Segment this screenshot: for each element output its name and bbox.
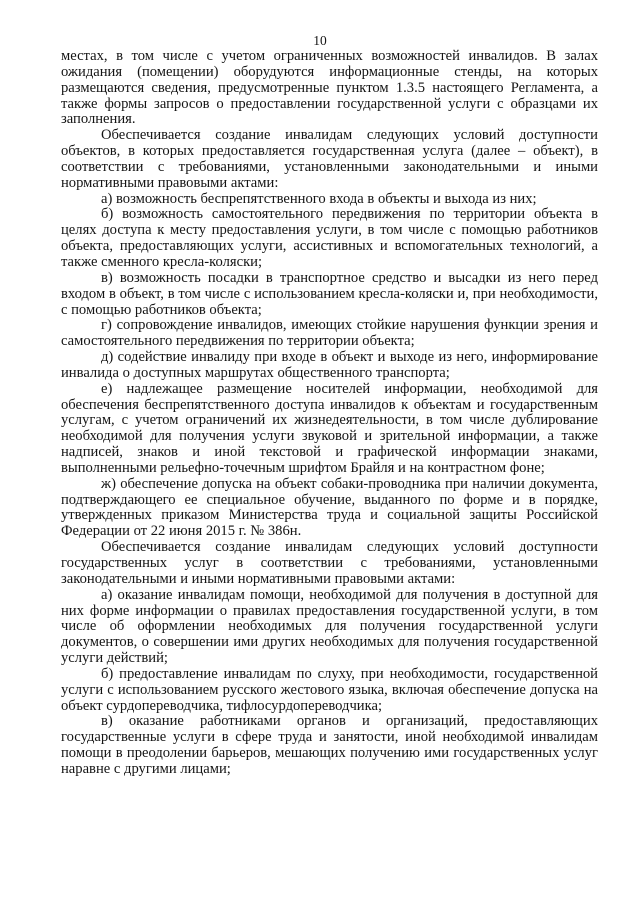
paragraph-continuation: местах, в том числе с учетом ограниченных возможностей инвалидов. В залах ожидания (помещении) оборудуются информационные стенды, на которых размещаются сведения, предусмотренные пунктом 1.3.5 настоящего Регламента, а также формы запросов о предоставлении государственной услуги с образцами их заполнения. xyxy=(61,48,598,128)
list-item-d: д) содействие инвалиду при входе в объект и выходе из него, информирование инвалида о доступных маршрутах общественного транспорта; xyxy=(61,349,598,381)
list-item-g: г) сопровождение инвалидов, имеющих стойкие нарушения функции зрения и самостоятельного передвижения по территории объекта; xyxy=(61,317,598,350)
paragraph-object-accessibility-intro: Обеспечивается создание инвалидам следующих условий доступности объектов, в которых предоставляется государственная услуга (далее – объект), в соответствии с требованиями, установленными законодательными и иными нормативными правовыми актами: xyxy=(61,127,598,191)
list-item-e: е) надлежащее размещение носителей информации, необходимой для обеспечения беспрепятственного доступа инвалидов к объектам и государственным услугам, с учетом ограничений их жизнедеятельности, в том числе дублирование необходимой для получения услуги звуковой и зрительной информации, а также надписей, знаков и иной текстовой и графической информации знаками, выполненными рельефно-точечным шрифтом Брайля и на контрастном фоне; xyxy=(61,380,598,476)
list-item-v: в) возможность посадки в транспортное средство и высадки из него перед входом в объект, в том числе с использованием кресла-коляски и, при необходимости, с помощью работников объекта; xyxy=(61,269,598,318)
list-item-v-2: в) оказание работниками органов и организаций, предоставляющих государственные услуги в сфере труда и занятости, иной необходимой инвалидам помощи в преодолении барьеров, мешающих получению ими государственных услуг наравне с другими лицами; xyxy=(61,713,598,777)
list-item-a-2: а) оказание инвалидам помощи, необходимой для получения в доступной для них форме информации о правилах предоставления государственной услуги, в том числе об оформлении необходимых для получения государственной услуги документов, о совершении ими других необходимых для получения государственной услуги действий; xyxy=(61,586,598,667)
list-item-b: б) возможность самостоятельного передвижения по территории объекта в целях доступа к месту предоставления услуги, в том числе с помощью работников объекта, предоставляющих услуги, ассистивных и вспомогательных технологий, а также сменного кресла-коляски; xyxy=(61,206,598,270)
document-body xyxy=(61,49,598,778)
list-item-b-2: б) предоставление инвалидам по слуху, при необходимости, государственной услуги с использованием русского жестового языка, включая обеспечение допуска на объект сурдопереводчика, тифлосурдопереводчика; xyxy=(61,665,598,714)
page-number: 10 xyxy=(313,33,327,48)
paragraph-service-accessibility-intro: Обеспечивается создание инвалидам следующих условий доступности государственных услуг в соответствии с требованиями, установленными законодательными и иными нормативными правовыми актами: xyxy=(61,539,598,587)
list-item-zh: ж) обеспечение допуска на объект собаки-проводника при наличии документа, подтверждающего ее специальное обучение, выданного по форме и в порядке, утвержденных приказом Министерства труда и социальной защиты Российской Федерации от 22 июня 2015 г. № 386н. xyxy=(61,475,598,540)
list-item-a: а) возможность беспрепятственного входа в объекты и выхода из них; xyxy=(101,190,537,207)
